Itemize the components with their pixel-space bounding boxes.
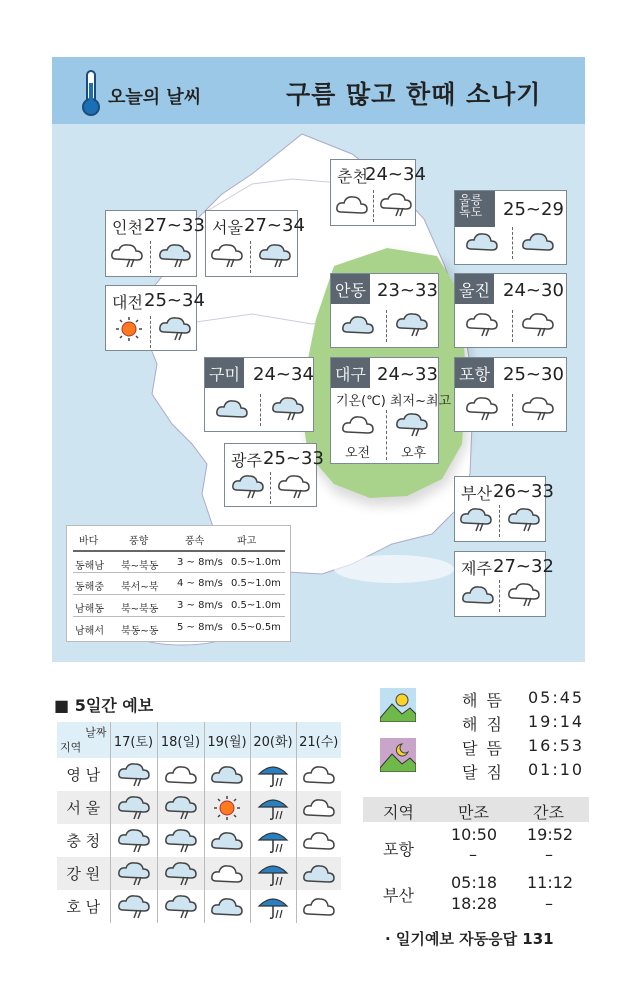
forecast-row	[57, 890, 341, 923]
day-header: 21(수)	[296, 722, 341, 758]
day-header: 19(월)	[204, 722, 250, 758]
city-card-jeju	[454, 551, 554, 617]
partly-cloudy-icon	[215, 396, 249, 422]
forecast-cell	[157, 824, 204, 857]
sea-header-wave: 파고	[237, 536, 257, 547]
sea-wave: 0.5~0.5m	[231, 622, 281, 633]
sea-row	[73, 594, 285, 616]
cloud-icon	[302, 828, 336, 854]
today-weather-label: 오늘의 날씨	[108, 87, 202, 108]
shower-icon	[117, 861, 151, 887]
tide-header	[363, 797, 589, 822]
partly-cloudy-icon	[521, 229, 555, 255]
shower-icon	[210, 243, 244, 269]
city-tag: 포항	[455, 358, 494, 388]
city-temp: 25~29	[503, 199, 564, 220]
forecast-cell	[250, 857, 296, 890]
sunset-label: 해 짐	[462, 715, 504, 734]
shower-icon	[164, 861, 198, 887]
forecast-region: 강 원	[57, 857, 110, 890]
forecast-cell	[296, 824, 341, 857]
forecast-cell	[250, 791, 296, 824]
shower-icon	[158, 243, 192, 269]
cloud-icon	[341, 412, 375, 438]
moonrise-time: 16:53	[528, 736, 585, 755]
city-card-gumi	[204, 357, 314, 432]
tide-high: 10:50	[451, 825, 498, 844]
city-temp: 27~32	[493, 556, 554, 577]
city-temp: 27~33	[144, 215, 205, 236]
legend-am: 오전	[345, 446, 371, 461]
shower-icon	[164, 795, 198, 821]
tide-table	[363, 797, 589, 913]
tide-low: 19:52	[527, 825, 574, 844]
rain-umbrella-icon	[256, 861, 290, 887]
corner-date-label: 날짜	[85, 726, 107, 739]
shower-icon	[117, 828, 151, 854]
shower-icon	[158, 316, 192, 342]
moonrise-label: 달 뜸	[462, 739, 504, 758]
forecast-cell	[204, 824, 250, 857]
shower-icon	[271, 396, 305, 422]
partly-cloudy-icon	[461, 582, 495, 608]
forecast-cell	[157, 758, 204, 791]
city-temp: 25~34	[144, 290, 205, 311]
city-name: 춘천	[337, 167, 368, 186]
sun-icon	[112, 316, 146, 342]
city-name: 인천	[112, 218, 143, 237]
sea-row	[73, 572, 285, 594]
sea-direction: 북동~동	[121, 626, 159, 637]
shower-icon	[379, 192, 413, 218]
shower-icon	[117, 762, 151, 788]
forecast-cell	[250, 824, 296, 857]
shower-icon	[507, 582, 541, 608]
rain-umbrella-icon	[256, 795, 290, 821]
city-temp: 24~33	[377, 364, 438, 385]
forecast-row	[57, 824, 341, 857]
cloud-icon	[302, 762, 336, 788]
moonset-time: 01:10	[528, 760, 585, 779]
city-temp: 24~34	[365, 164, 426, 185]
shower-icon	[164, 828, 198, 854]
city-name: 부산	[461, 484, 492, 503]
panel-header	[52, 57, 585, 124]
partly-cloudy-icon	[210, 828, 244, 854]
tide-high: 18:28	[451, 894, 498, 913]
sea-area: 남해서	[75, 626, 104, 637]
forecast-cell	[157, 857, 204, 890]
tide-header-high: 만조	[458, 803, 489, 822]
city-tag: 구미	[205, 358, 244, 388]
city-name: 광주	[231, 451, 262, 470]
forecast-cell	[204, 857, 250, 890]
forecast-cell	[250, 890, 296, 923]
moonrise-icon	[380, 738, 416, 772]
city-name: 대전	[112, 293, 143, 312]
partly-cloudy-icon	[210, 894, 244, 920]
forecast-cell	[157, 890, 204, 923]
city-temp: 24~30	[503, 280, 564, 301]
forecast-cell	[250, 758, 296, 791]
forecast-cell	[110, 824, 157, 857]
shower-icon	[521, 396, 555, 422]
sunrise-icon	[380, 688, 416, 722]
shower-icon	[258, 243, 292, 269]
sea-header-direction: 풍향	[129, 536, 149, 547]
sunrise-time: 05:45	[528, 688, 585, 707]
sea-direction: 북~북동	[121, 604, 159, 615]
forecast-region: 충 청	[57, 824, 110, 857]
shower-icon	[395, 412, 429, 438]
forecast-row	[57, 791, 341, 824]
city-temp: 25~33	[263, 448, 324, 469]
day-header: 18(일)	[157, 722, 204, 758]
city-name: 서울	[212, 218, 243, 237]
sea-header-speed: 풍속	[185, 536, 205, 547]
rain-umbrella-icon	[256, 894, 290, 920]
day-header: 20(화)	[250, 722, 296, 758]
forecast-cell	[204, 890, 250, 923]
forecast-region: 영 남	[57, 758, 110, 791]
auto-response-note: · 일기예보 자동응답 131	[385, 930, 554, 948]
city-card-ulleung	[454, 190, 567, 265]
partly-cloudy-icon	[302, 861, 336, 887]
five-day-table	[57, 722, 341, 923]
forecast-cell	[296, 857, 341, 890]
shower-icon	[277, 474, 311, 500]
sea-speed: 3 ~ 8m/s	[177, 557, 223, 568]
cloud-icon	[302, 795, 336, 821]
sea-direction: 북서~북	[121, 582, 159, 593]
sea-direction: 북~북동	[121, 561, 159, 572]
cloud-icon	[302, 894, 336, 920]
city-temp: 23~33	[377, 280, 438, 301]
sea-speed: 5 ~ 8m/s	[177, 622, 223, 633]
sunset-time: 19:14	[528, 712, 585, 731]
city-temp: 24~34	[253, 364, 314, 385]
forecast-cell	[204, 791, 250, 824]
tide-low: –	[545, 894, 553, 913]
city-tag: 대구	[331, 358, 370, 388]
forecast-cell	[110, 758, 157, 791]
city-temp: 25~30	[503, 364, 564, 385]
sea-area: 동해남	[75, 561, 104, 572]
sun-icon	[210, 795, 244, 821]
shower-icon	[465, 396, 499, 422]
city-card-chuncheon	[330, 159, 426, 226]
shower-icon	[110, 243, 144, 269]
city-temp: 26~33	[493, 481, 554, 502]
partly-cloudy-icon	[210, 762, 244, 788]
sea-wave: 0.5~1.0m	[231, 557, 281, 568]
partly-cloudy-icon	[465, 229, 499, 255]
city-card-uljin	[454, 273, 567, 348]
city-temp: 27~34	[244, 215, 305, 236]
sea-area: 동해중	[75, 582, 104, 593]
tide-high: 05:18	[451, 873, 498, 892]
cloud-icon	[335, 192, 369, 218]
sea-conditions-table	[66, 525, 291, 642]
city-tag: 안동	[331, 274, 370, 304]
city-name: 제주	[461, 559, 492, 578]
rain-umbrella-icon	[256, 762, 290, 788]
sunrise-label: 해 뜸	[462, 691, 504, 710]
city-card-pohang	[454, 357, 567, 432]
city-tag: 울진	[455, 274, 494, 304]
tide-low: 11:12	[527, 873, 574, 892]
cloud-icon	[164, 762, 198, 788]
city-card-daejeon	[105, 285, 205, 351]
shower-icon	[117, 894, 151, 920]
cloud-icon	[210, 861, 244, 887]
forecast-cell	[296, 758, 341, 791]
rain-umbrella-icon	[256, 828, 290, 854]
legend-label: 기온(℃) 최저~최고	[336, 394, 452, 409]
forecast-row	[57, 758, 341, 791]
sea-wave: 0.5~1.0m	[231, 578, 281, 589]
shower-icon	[117, 795, 151, 821]
tide-region: 포항	[383, 840, 414, 859]
tide-header-low: 간조	[533, 803, 564, 822]
city-card-daegu	[330, 357, 452, 464]
city-card-gwangju	[224, 443, 324, 507]
forecast-cell	[296, 890, 341, 923]
tide-low: –	[545, 845, 553, 864]
shower-icon	[521, 312, 555, 338]
city-tag: 울릉 독도	[455, 191, 495, 227]
legend-pm: 오후	[401, 446, 427, 461]
forecast-cell	[110, 791, 157, 824]
tide-header-region: 지역	[383, 803, 414, 822]
forecast-cell	[204, 758, 250, 791]
forecast-region: 호 남	[57, 890, 110, 923]
tide-region: 부산	[383, 886, 414, 905]
shower-icon	[231, 474, 265, 500]
sea-row	[73, 550, 285, 572]
forecast-cell	[110, 857, 157, 890]
city-card-seoul	[205, 210, 305, 277]
shower-icon	[507, 507, 541, 533]
sea-wave: 0.5~1.0m	[231, 600, 281, 611]
city-card-busan	[454, 476, 554, 542]
five-day-title: ■ 5일간 예보	[54, 696, 154, 715]
sea-header-area: 바다	[79, 536, 99, 547]
corner-region-label: 지역	[60, 741, 82, 754]
moonset-label: 달 짐	[462, 763, 504, 782]
city-card-andong	[330, 273, 439, 348]
sea-row	[73, 616, 285, 638]
corner-cell	[57, 722, 110, 758]
forecast-region: 서 울	[57, 791, 110, 824]
sea-speed: 4 ~ 8m/s	[177, 578, 223, 589]
shower-icon	[465, 312, 499, 338]
thermometer-icon	[80, 69, 102, 117]
forecast-cell	[110, 890, 157, 923]
sea-area: 남해동	[75, 604, 104, 615]
shower-icon	[459, 507, 493, 533]
city-card-incheon	[105, 210, 205, 277]
forecast-cell	[157, 791, 204, 824]
tide-high: –	[469, 845, 477, 864]
forecast-row	[57, 857, 341, 890]
shower-icon	[164, 894, 198, 920]
shower-icon	[395, 312, 429, 338]
forecast-cell	[296, 791, 341, 824]
day-header: 17(토)	[110, 722, 157, 758]
weather-headline: 구름 많고 한때 소나기	[286, 80, 542, 109]
partly-cloudy-icon	[341, 312, 375, 338]
sea-speed: 3 ~ 8m/s	[177, 600, 223, 611]
